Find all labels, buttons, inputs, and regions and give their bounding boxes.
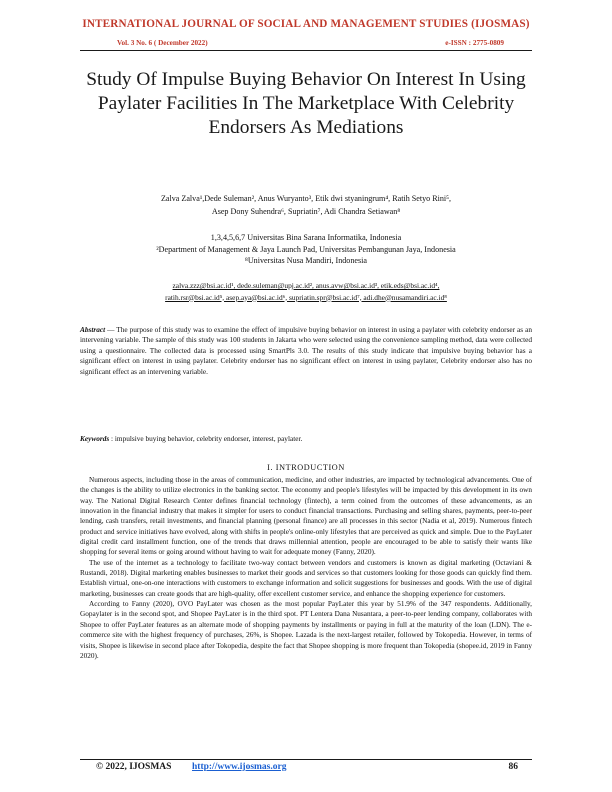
volume-info: Vol. 3 No. 6 ( December 2022) [117,39,208,47]
email-line-1 [80,280,532,292]
keywords-text: : impulsive buying behavior, celebrity endorser, interest, paylater. [109,434,303,443]
journal-title: INTERNATIONAL JOURNAL OF SOCIAL AND MANAGEMENT STUDIES (IJOSMAS) [82,18,530,30]
author-list [80,192,532,218]
footer-divider [80,759,532,760]
affiliation-list [80,232,532,267]
keywords [80,434,532,443]
email-links-1[interactable]: zalva.zzz@bsi.ac.id¹, dede.suleman@upj.ac.id², anus.avw@bsi.ac.id³, etik.eds@bsi.ac.id⁴, [172,281,440,290]
issn-info: e-ISSN : 2775-0809 [445,39,504,47]
abstract-label: Abstract [80,325,106,334]
page-number: 86 [508,762,518,772]
paragraph-3: According to Fanny (2020), OVO PayLater was chosen as the most popular PayLater this year by 51.9% of the 347 respondents. Additionally, Gopaylater is in the second spot, and Shopee PayLater is in the third spot. PT Lentera Dana Nusantara, a peer-to-peer lending company, collaborates with Shopee to offer PayLater features as an alternate mode of shopping payments by installments or paying in full at the maturity of the loan (LDN). The e-commerce site with the highest frequency of purchases, 26%, is Shopee. Lazada is the next-largest retailer, followed by Tokopedia. However, in terms of visits, Shopee is likewise in second place after Tokopedia, despite the fact that Shopee shopping is more frequent than Tokopedia (shopee.id, 2019 in Fanny 2020). [80,600,532,660]
paper-title: Study Of Impulse Buying Behavior On Interest In Using Paylater Facilities In The Marketplace With Celebrity Endorsers As Mediations [86,69,526,138]
email-links-2[interactable]: ratih.rsr@bsi.ac.id⁵, asep.aya@bsi.ac.id⁶, supriatin.spr@bsi.ac.id⁷, adi.dhe@nusamandiri.ac.id⁸ [165,292,447,302]
footer-copyright: © 2022, IJOSMAS [96,762,172,772]
affiliation-1: 1,3,4,5,6,7 Universitas Bina Sarana Informatika, Indonesia [210,233,402,242]
email-list [80,280,532,303]
keywords-label: Keywords [80,434,110,443]
author-line-2: Asep Dony Suhendra⁶, Supriatin⁷, Adi Chandra Setiawan⁸ [211,207,401,216]
introduction-body [80,475,532,661]
footer-journal-link[interactable]: http://www.ijosmas.org [192,762,287,772]
abstract-text: — The purpose of this study was to examine the effect of impulsive buying behavior on interest in using a paylater with celebrity endorser as an intervening variable. The sample of this study was 100 students in Jakarta who were selected using the convenience sampling method, data were collected using a questionnaire. The collected data is processed using SmartPls 3.0. The results of this study indicate that impulsive buying behavior has a significant effect on interest in using paylater. Celebrity endorser has no significant effect on interest in using paylater, Celebrity endorser also has no significant effect as an intervening variable. [80,325,532,376]
paragraph-1: Numerous aspects, including those in the areas of communication, medicine, and other industries, are impacted by technological advancements. One of the changes is the ability to utilize electronics in the banking sector. The economy and people's lifestyles will be impacted by this development in its own way. The National Digital Research Center defines financial technology (fintech), a term coined from the outcomes of these advancements, as an innovation in the financial industry that makes it simpler for users to conduct financial transactions. Purchasing and selling shares, payments, peer-to-peer lending, cash transfers, retail investments, and financial planning (personal finance) are all processes in this sector (Nadia et al, 2019). Numerous fintech product and service initiatives have evolved, along with shifts in people's online-only lifestyles that are perceived as quick and simple. Due to the PayLater digital credit card installment function, one of the trends that draws millennial attention, people are encouraged to be able to satisfy their wants like shopping for several items or going around without having to wait for adequate money (Fanny, 2020). [80,476,532,557]
affiliation-2: ²Department of Management & Jaya Launch Pad, Universitas Pembangunan Jaya, Indonesia [156,244,456,254]
header-divider [80,50,532,51]
section-heading-introduction: I. INTRODUCTION [267,463,345,472]
abstract [80,325,532,377]
email-line-2 [80,292,532,304]
affiliation-3: ⁸Universitas Nusa Mandiri, Indonesia [245,256,367,265]
author-line-1: Zalva Zalva¹,Dede Suleman², Anus Wuryanto³, Etik dwi styaningrum⁴, Ratih Setyo Rini⁵, [160,194,452,203]
paragraph-2: The use of the internet as a technology to facilitate two-way contact between vendors and customers is known as digital marketing (Octaviani & Rustandi, 2018). Digital marketing enables businesses to market their goods and services so that customers looking for those goods can quickly find them. Establish virtual, one-on-one interactions with customers to exchange information and solicit suggestions for businesses and goods. With the use of digital marketing, businesses can create goods that are high-quality, offer excellent customer service, and enhance the shopping experience for customers. [80,558,532,598]
